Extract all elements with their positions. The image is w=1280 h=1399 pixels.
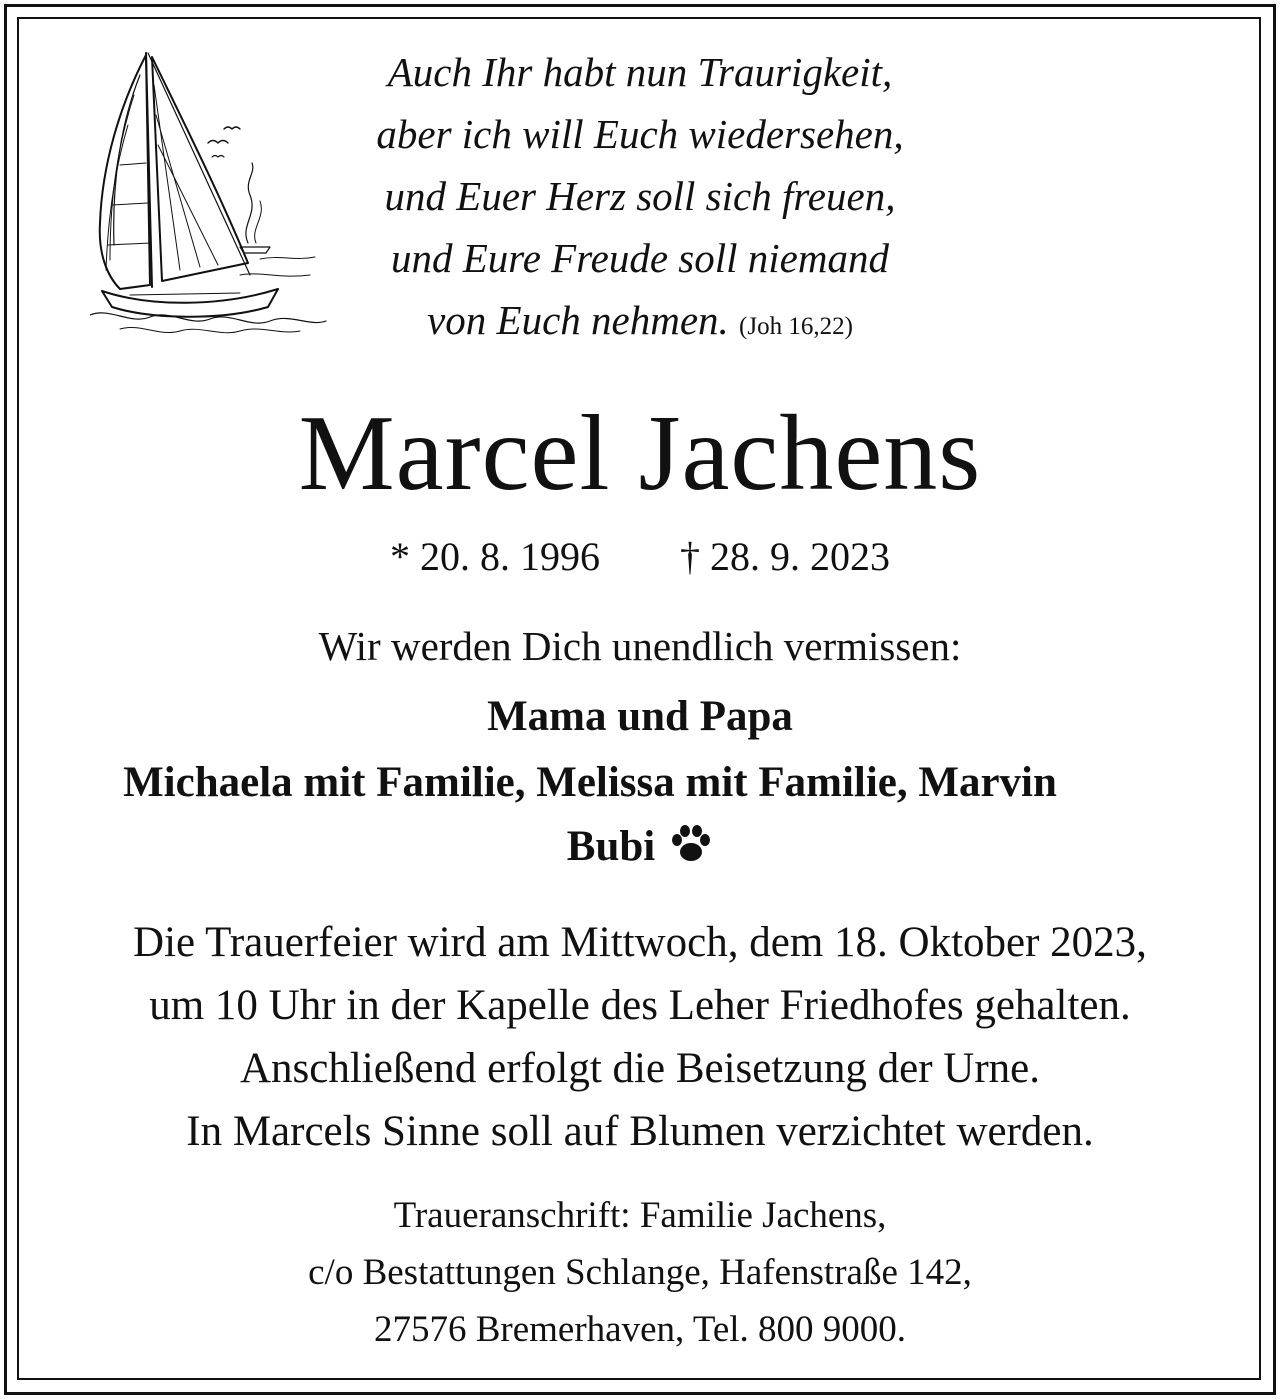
verse-line-3: und Euer Herz soll sich freuen,: [384, 173, 896, 219]
address-line-1: Traueranschrift: Familie Jachens,: [393, 1195, 887, 1236]
mourners-intro: Wir werden Dich unendlich vermissen:: [318, 623, 962, 669]
mourners-parents: Mama und Papa: [487, 693, 793, 740]
verse-reference: (Joh 16,22): [739, 313, 853, 340]
service-line-1: Die Trauerfeier wird am Mittwoch, dem 18. Oktober 2023,: [133, 919, 1147, 966]
paw-icon: [669, 824, 713, 864]
sailboat-illustration: [90, 45, 330, 340]
pet-name: Bubi: [566, 823, 656, 870]
verse-line-5: [300, 296, 980, 344]
life-dates: [0, 533, 1280, 580]
service-line-4: In Marcels Sinne soll auf Blumen verzichtet werden.: [186, 1108, 1094, 1155]
service-line-3: Anschließend erfolgt die Beisetzung der Urne.: [239, 1045, 1040, 1092]
verse-line-1: Auch Ihr habt nun Traurigkeit,: [387, 49, 893, 95]
service-line-2: um 10 Uhr in der Kapelle des Leher Friedhofes gehalten.: [149, 982, 1131, 1029]
death-date: † 28. 9. 2023: [680, 534, 890, 579]
verse-last-words: von Euch nehmen.: [427, 297, 729, 343]
deceased-name: Marcel Jachens: [298, 394, 982, 513]
verse-line-2: aber ich will Euch wiedersehen,: [376, 111, 904, 157]
verse-line-4: und Eure Freude soll niemand: [391, 235, 889, 281]
address-line-2: c/o Bestattungen Schlange, Hafenstraße 142,: [308, 1252, 972, 1293]
mourners-siblings: Michaela mit Familie, Melissa mit Familie, Marvin: [123, 759, 1057, 806]
mourners-pet-line: [0, 822, 1280, 871]
address-line-3: 27576 Bremerhaven, Tel. 800 9000.: [373, 1309, 907, 1350]
birth-date: * 20. 8. 1996: [390, 534, 600, 579]
